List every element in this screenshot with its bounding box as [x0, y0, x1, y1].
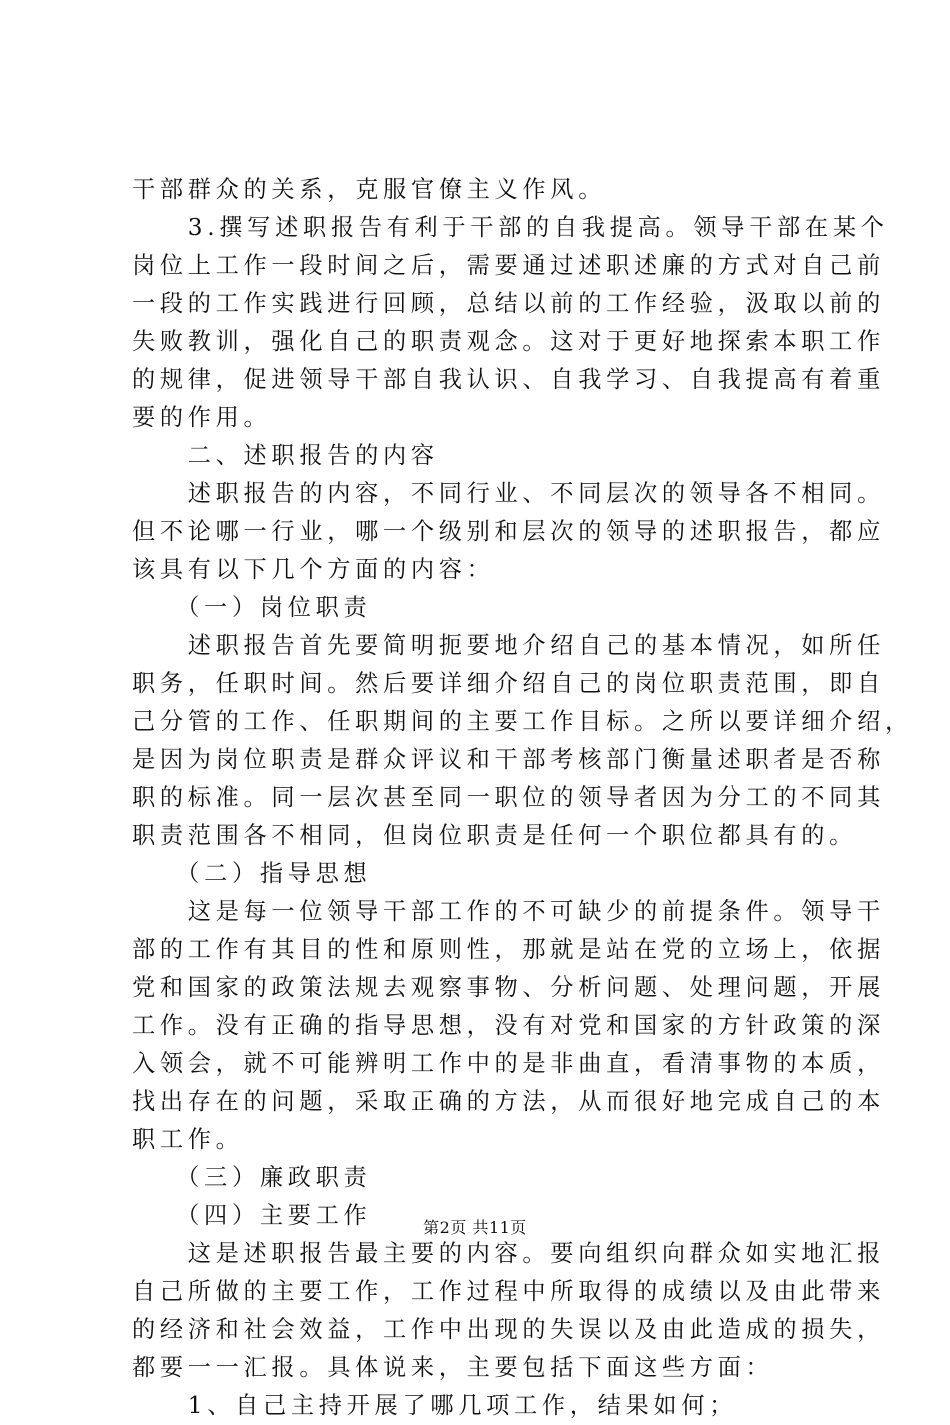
subsection-heading: （一）岗位职责: [132, 594, 372, 621]
text-line: 这是每一位领导干部工作的不可缺少的前提条件。领导干: [132, 898, 885, 925]
list-item: 1、自己主持开展了哪几项工作，结果如何；: [132, 1392, 738, 1419]
text-line: 都要一一汇报。具体说来，主要包括下面这些方面：: [132, 1354, 774, 1381]
page-number-footer: 第2页 共11页: [423, 1218, 527, 1237]
subsection-heading: （二）指导思想: [132, 860, 372, 887]
text-line: 的规律，促进领导干部自我认识、自我学习、自我提高有着重: [132, 366, 885, 393]
text-line: 自己所做的主要工作，工作过程中所取得的成绩以及由此带来: [132, 1278, 885, 1305]
text-line: 述职报告首先要简明扼要地介绍自己的基本情况，如所任: [132, 632, 885, 659]
text-line: 职工作。: [132, 1126, 244, 1153]
text-line: 该具有以下几个方面的内容：: [132, 556, 495, 583]
text-line: 一段的工作实践进行回顾，总结以前的工作经验，汲取以前的: [132, 290, 885, 317]
section-heading: 二、述职报告的内容: [132, 442, 439, 469]
text-line: 党和国家的政策法规去观察事物、分析问题、处理问题，开展: [132, 974, 885, 1001]
text-line: 入领会，就不可能辨明工作中的是非曲直，看清事物的本质，: [132, 1050, 885, 1077]
subsection-heading: （四）主要工作: [132, 1202, 372, 1229]
text-line: 职责范围各不相同，但岗位职责是任何一个职位都具有的。: [132, 822, 858, 849]
text-line: 述职报告的内容，不同行业、不同层次的领导各不相同。: [132, 480, 885, 507]
text-line: 这是述职报告最主要的内容。要向组织向群众如实地汇报: [132, 1240, 885, 1267]
text-line: 干部群众的关系，克服官僚主义作风。: [132, 176, 607, 203]
text-line: 失败教训，强化自己的职责观念。这对于更好地探索本职工作: [132, 328, 885, 355]
text-line: 部的工作有其目的性和原则性，那就是站在党的立场上，依据: [132, 936, 885, 963]
text-line: 工作。没有正确的指导思想，没有对党和国家的方针政策的深: [132, 1012, 885, 1039]
text-line: 是因为岗位职责是群众评议和干部考核部门衡量述职者是否称: [132, 746, 885, 773]
text-line: 职的标准。同一层次甚至同一职位的领导者因为分工的不同其: [132, 784, 885, 811]
subsection-heading: （三）廉政职责: [132, 1164, 372, 1191]
text-line: 己分管的工作、任职期间的主要工作目标。之所以要详细介绍，: [132, 708, 913, 735]
text-line: 的经济和社会效益，工作中出现的失误以及由此造成的损失，: [132, 1316, 885, 1343]
text-line: 3.撰写述职报告有利于干部的自我提高。领导干部在某个: [132, 214, 889, 241]
text-line: 岗位上工作一段时间之后，需要通过述职述廉的方式对自己前: [132, 252, 885, 279]
text-line: 职务，任职时间。然后要详细介绍自己的岗位职责范围，即自: [132, 670, 885, 697]
text-line: 要的作用。: [132, 404, 272, 431]
text-line: 找出存在的问题，采取正确的方法，从而很好地完成自己的本: [132, 1088, 885, 1115]
text-line: 但不论哪一行业，哪一个级别和层次的领导的述职报告，都应: [132, 518, 885, 545]
